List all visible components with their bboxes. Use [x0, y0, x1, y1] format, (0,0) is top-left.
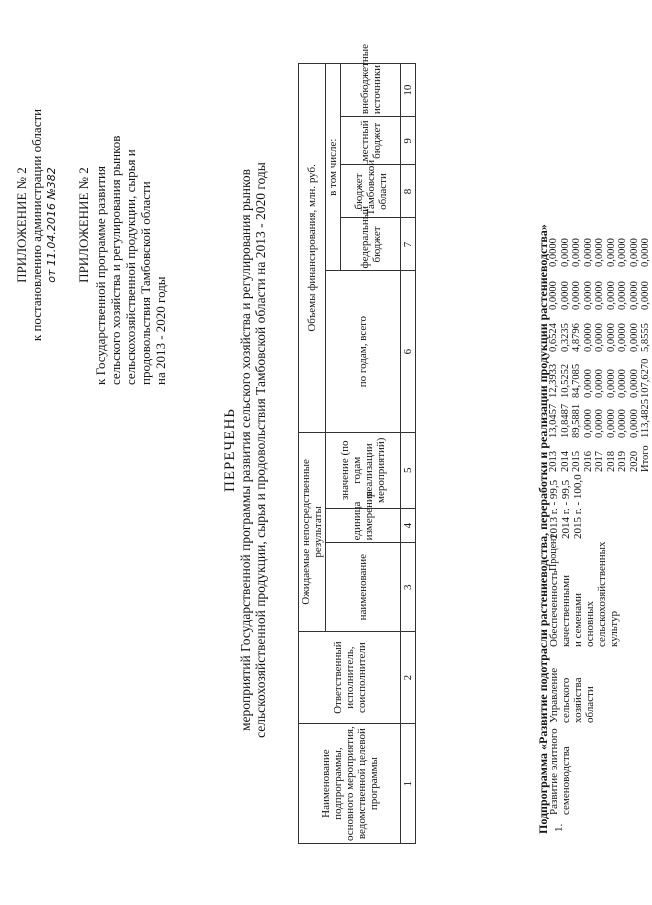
appendix-decree-line: к постановлению администрации области	[29, 108, 44, 342]
table-cell: 0,0000	[582, 281, 594, 310]
table-cell: 0,0000	[548, 281, 559, 310]
col-total	[548, 398, 652, 438]
table-cell: 13,0457	[548, 403, 559, 438]
col-extra	[548, 227, 652, 267]
table-cell: 0,0000	[605, 409, 617, 438]
table-cell: 0,0000	[628, 281, 640, 310]
table-cell: 0,0000	[640, 238, 651, 267]
table-cell: 84,7085	[571, 363, 582, 398]
table-cell: 2014	[559, 451, 571, 472]
appendix-decree-title: ПРИЛОЖЕНИЕ № 2	[14, 167, 29, 283]
table-cell: 2015	[571, 451, 582, 472]
table-cell: 107,6270	[640, 358, 651, 398]
row-value: 2013 г. - 99,5	[548, 479, 560, 539]
table-cell: 0,0000	[582, 238, 594, 267]
table-cell: 0,0000	[571, 281, 582, 310]
row-name: Развитие элитного семеноводства	[548, 728, 572, 815]
col-number: 1	[401, 724, 416, 844]
header-regional: бюджет Тамбовской области	[341, 165, 401, 218]
appendix-program-line: продовольствия Тамбовской области	[138, 181, 153, 385]
table-cell: 2020	[628, 451, 640, 472]
header-name: Наименование подпрограммы, основного мероприятия, ведомственной целевой программы	[299, 724, 401, 844]
table-cell: 0,0000	[605, 323, 617, 352]
col-federal	[548, 358, 652, 398]
table-cell: 0,0000	[628, 323, 640, 352]
col-local	[548, 270, 652, 310]
col-number: 2	[401, 632, 416, 724]
appendix-program-line: на 2013 - 2020 годы	[153, 276, 168, 385]
appendix-decree	[14, 65, 59, 385]
table-cell: 0,0000	[628, 369, 640, 398]
table-cell: 0,0000	[582, 409, 594, 438]
col-number: 5	[401, 432, 416, 508]
table-cell: 0,0000	[594, 369, 605, 398]
table-cell: 0,0000	[548, 238, 559, 267]
header-by-year: по годам, всего	[326, 271, 401, 432]
table-cell: 10,5252	[559, 363, 571, 398]
table-cell: 0,0000	[594, 409, 605, 438]
table-cell: 0,0000	[605, 369, 617, 398]
appendix-program-line: к Государственной программе развития	[93, 166, 108, 385]
header-result-name: наименование	[326, 543, 401, 632]
table-cell: 0,0000	[617, 369, 628, 398]
table-cell: 2016	[582, 451, 594, 472]
col-number: 3	[401, 543, 416, 632]
header-local: местный бюджет	[341, 117, 401, 165]
col-regional	[548, 312, 652, 352]
table-cell: 0,0000	[605, 281, 617, 310]
header-result-unit: единица измерения	[326, 508, 401, 543]
table-cell: 2013	[548, 451, 559, 472]
header-results: Ожидаемые непосредственные результаты	[299, 432, 326, 631]
row-responsible: Управление сельского хозяйства области	[548, 667, 596, 723]
col-number: 6	[401, 271, 416, 432]
title-line: сельскохозяйственной продукции, сырья и продовольствия Тамбовской области на 2013 - 2020 годы	[253, 162, 268, 738]
header-result-value: значение (по годам реализации мероприятий)	[326, 432, 401, 508]
appendix-program-line: сельскохозяйственной продукции, сырья и	[123, 149, 138, 385]
table-cell: 0,0000	[559, 238, 571, 267]
table-cell: 12,3933	[548, 363, 559, 398]
appendix-program	[76, 65, 168, 385]
table-cell: 0,0000	[617, 238, 628, 267]
title-line: мероприятий Государственной программы развития сельского хозяйства и регулирования рынков	[238, 168, 253, 732]
table-cell: 4,8796	[571, 323, 582, 352]
table-cell: 0,0000	[628, 409, 640, 438]
table-cell: 0,0000	[571, 238, 582, 267]
subprogram-title: Подпрограмма «Развитие подотрасли растениеводства, переработки и реализации продукции растениеводства»	[536, 224, 550, 834]
col-number: 9	[401, 117, 416, 165]
col-number: 7	[401, 218, 416, 271]
handwritten-date-number: от 11.04.2016 №382	[45, 167, 58, 283]
header-funding: Объемы финансирования, млн. руб.	[299, 64, 326, 433]
title-heading: ПЕРЕЧЕНЬ	[222, 408, 238, 492]
col-number: 8	[401, 165, 416, 218]
table-cell: 0,0000	[640, 281, 651, 310]
col-years	[548, 442, 652, 472]
col-number: 10	[401, 64, 416, 117]
row-values	[548, 469, 584, 539]
table-cell: 2018	[605, 451, 617, 472]
table-cell: 0,0000	[617, 281, 628, 310]
table-cell: 0,0000	[594, 238, 605, 267]
appendix-program-title: ПРИЛОЖЕНИЕ № 2	[76, 167, 91, 283]
document-title	[222, 55, 268, 845]
appendix-program-line: сельского хозяйства и регулирования рынков	[108, 135, 123, 385]
table-cell: 0,3235	[559, 323, 571, 352]
table-cell: 0,0000	[617, 409, 628, 438]
header-responsible: Ответственный исполнитель, соисполнители	[299, 632, 401, 724]
table-cell: 0,0000	[582, 323, 594, 352]
table-cell: 0,0000	[582, 369, 594, 398]
table-cell: Итого	[640, 445, 651, 472]
table-cell: 0,0000	[594, 323, 605, 352]
row-value: 2015 г. - 100,0	[572, 474, 584, 539]
table-cell: 0,0000	[628, 238, 640, 267]
header-including: в том числе:	[326, 64, 341, 271]
table-cell: 2019	[617, 451, 628, 472]
header-extra: внебюджетные источники	[341, 64, 401, 117]
table-cell: 0,0000	[617, 323, 628, 352]
table-cell: 0,0000	[605, 238, 617, 267]
table-cell: 5,8555	[640, 323, 651, 352]
measures-table-header	[298, 44, 416, 844]
table-cell: 0,0000	[559, 281, 571, 310]
table-cell: 2017	[594, 451, 605, 472]
table-cell: 0,0000	[594, 281, 605, 310]
row-result-name: Обеспеченность качественными и семенами основных сельскохозяйственных культур	[548, 541, 620, 647]
header-federal: федеральный бюджет	[341, 218, 401, 271]
col-number: 4	[401, 508, 416, 543]
row-value: 2014 г. - 99,5	[560, 479, 572, 539]
row-number: 1.	[553, 823, 565, 832]
table-cell: 0,6524	[548, 323, 559, 352]
table-cell: 89,5881	[571, 403, 582, 438]
table-cell: 113,4825	[640, 399, 651, 438]
table-cell: 10,8487	[559, 403, 571, 438]
row-unit: Процент	[548, 534, 559, 571]
